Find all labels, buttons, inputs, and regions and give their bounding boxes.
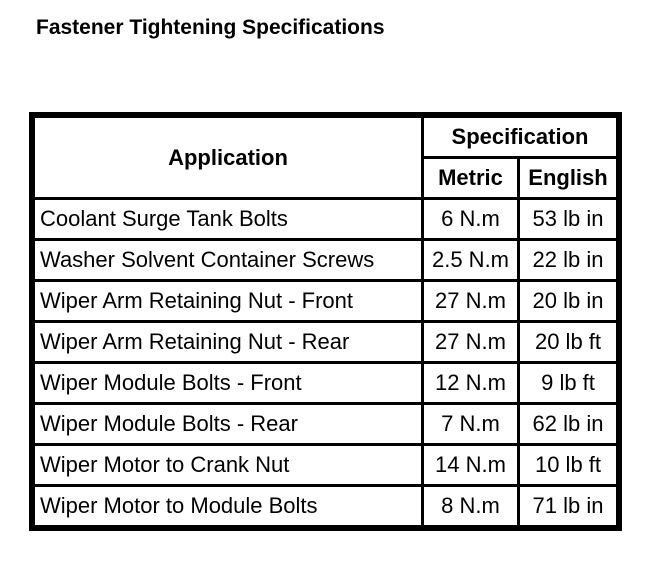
metric-cell: 12 N.m (423, 363, 519, 404)
metric-header: Metric (423, 158, 519, 199)
application-cell: Coolant Surge Tank Bolts (34, 199, 423, 240)
metric-cell: 8 N.m (423, 486, 519, 527)
table-row (34, 445, 618, 486)
application-cell: Wiper Arm Retaining Nut - Front (34, 281, 423, 322)
metric-cell: 27 N.m (423, 281, 519, 322)
english-cell: 20 lb ft (519, 322, 618, 363)
application-cell: Wiper Module Bolts - Front (34, 363, 423, 404)
table-row (34, 199, 618, 240)
metric-cell: 14 N.m (423, 445, 519, 486)
application-cell: Wiper Motor to Crank Nut (34, 445, 423, 486)
english-cell: 10 lb ft (519, 445, 618, 486)
english-cell: 71 lb in (519, 486, 618, 527)
english-cell: 53 lb in (519, 199, 618, 240)
english-cell: 62 lb in (519, 404, 618, 445)
application-header: Application (34, 117, 423, 199)
metric-cell: 2.5 N.m (423, 240, 519, 281)
table-row (34, 363, 618, 404)
metric-cell: 27 N.m (423, 322, 519, 363)
metric-cell: 7 N.m (423, 404, 519, 445)
english-header: English (519, 158, 618, 199)
application-cell: Wiper Motor to Module Bolts (34, 486, 423, 527)
english-cell: 9 lb ft (519, 363, 618, 404)
table-row (34, 240, 618, 281)
application-cell: Wiper Arm Retaining Nut - Rear (34, 322, 423, 363)
page-title: Fastener Tightening Specifications (36, 16, 385, 39)
english-cell: 20 lb in (519, 281, 618, 322)
table-row (34, 486, 618, 527)
table-row (34, 404, 618, 445)
specifications-table (29, 112, 622, 531)
metric-cell: 6 N.m (423, 199, 519, 240)
table-row (34, 322, 618, 363)
specification-header: Specification (423, 117, 618, 158)
english-cell: 22 lb in (519, 240, 618, 281)
application-cell: Wiper Module Bolts - Rear (34, 404, 423, 445)
table-row (34, 281, 618, 322)
application-cell: Washer Solvent Container Screws (34, 240, 423, 281)
